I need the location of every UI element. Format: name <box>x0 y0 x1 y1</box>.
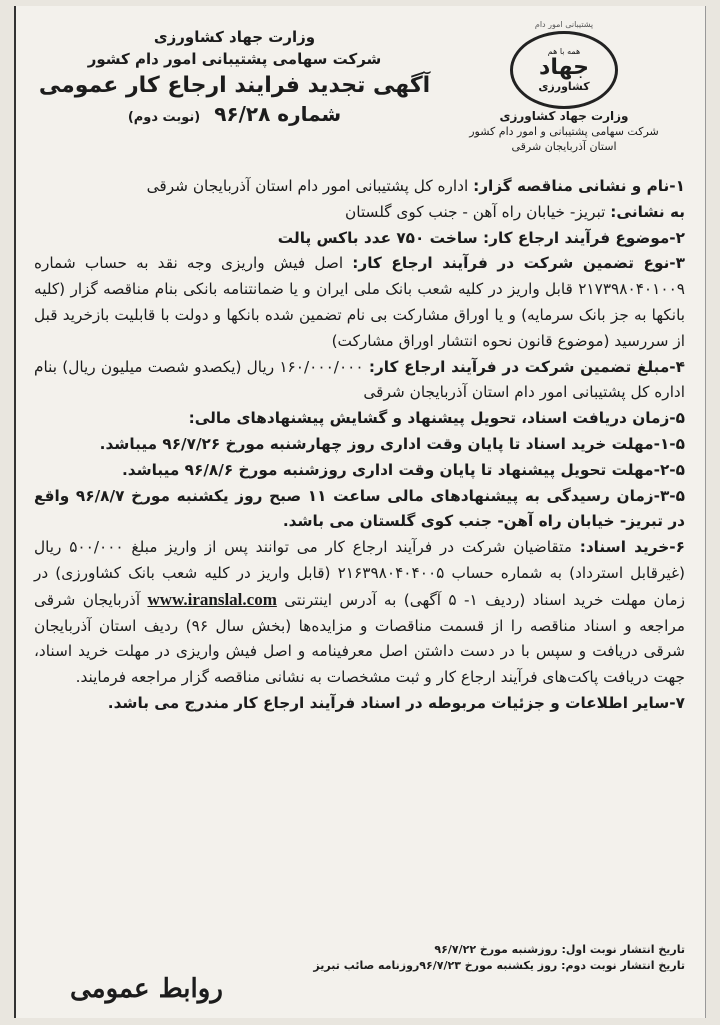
section-5: ۵-زمان دریافت اسناد، تحویل پیشنهاد و گشایش پیشنهادهای مالی: <box>188 409 685 428</box>
notice-title: آگهی تجدید فرایند ارجاع کار عمومی <box>38 73 431 98</box>
section-5-1: ۱-۵-مهلت خرید اسناد تا پایان وقت اداری روز چهارشنبه مورخ ۹۶/۷/۲۶ میباشد. <box>99 434 685 453</box>
logo-caption-ministry: وزارت جهاد کشاورزی <box>499 109 629 123</box>
logo-caption-company: شرکت سهامی پشتیبانی و امور دام کشور <box>469 125 659 138</box>
notice-round: (نوبت دوم) <box>127 110 201 125</box>
second-publication-date: تاریخ انتشار نوبت دوم: روز یکشنبه مورخ ۹۶/۷/۲۳روزنامه صائب تبریز <box>313 959 685 972</box>
number-row <box>34 102 435 126</box>
section-6: ۶-خرید اسناد: متقاضیان شرکت در فرآیند ارجاع کار می توانند پس از واریز مبلغ ۵۰۰/۰۰۰ ریال (غیرقابل استرداد) به شماره حساب ۲۱۶۳۹۸۰۴۰۴۰۰۵ (قابل واریز در کلیه شعب بانک کشاورزی) در زمان مهلت خرید اسناد (ردیف ۱- ۵ آگهی) به آدرس اینترنتی www.iranslal.com آذربایجان شرقی مراجعه و اسناد مناقصه را از قسمت مناقصات و مزایده‌ها (بخش سال ۹۶) ردیف استان آذربایجان شرقی دریافت و سپس با در دست داشتن اصل معرفینامه و اصل فیش واریزی در مهلت خرید اسناد، جهت دریافت پاکت‌های فرآیند ارجاع کار و ثبت مشخصات به نشانی مناقصه گزار مراجعه فرمایند. <box>34 538 685 687</box>
logo-word-jahad: جهاد <box>539 55 589 80</box>
section-1-address: به نشانی: تبریز- خیابان راه آهن - جنب کوی گلستان <box>345 202 685 221</box>
jahad-logo-icon <box>510 31 618 109</box>
company-name: شرکت سهامی پشتیبانی امور دام کشور <box>87 50 382 68</box>
section-2: ۲-موضوع فرآیند ارجاع کار: ساخت ۷۵۰ عدد باکس پالت <box>277 228 685 247</box>
notice-body <box>34 174 685 717</box>
section-3: ۳-نوع تضمین شرکت در فرآیند ارجاع کار: اصل فیش واریزی وجه نقد به حساب شماره ۲۱۷۳۹۸۰۴۰۱۰۰۹ قابل واریز در کلیه شعب بانک ملی ایران و یا ضمانتنامه بانکی بنام مناقصه گزار (کلیه بانکها به جز بانک سرمایه) و یا اوراق مشارکت بی نام تضمین شده بانکها و دولت با قابلیت بازخرید قبل از سررسید (موضوع قانون نحوه انتشار اوراق مشارکت) <box>34 254 686 350</box>
logo-top-note: پشتیبانی امور دام <box>534 20 594 29</box>
newspaper-clipping <box>14 6 706 1018</box>
section-7: ۷-سایر اطلاعات و جزئیات مربوطه در اسناد فرآیند ارجاع کار مندرج می باشد. <box>107 693 685 712</box>
section-5-2: ۲-۵-مهلت تحویل پیشنهاد تا پایان وقت اداری روزشنبه مورخ ۹۶/۸/۶ میباشد. <box>121 460 685 479</box>
section-5-3: ۳-۵-زمان رسیدگی به پیشنهادهای مالی ساعت ۱۱ صبح روز یکشنبه مورخ ۹۶/۸/۷ واقع در تبریز- خیابان راه آهن- جنب کوی گلستان می باشد. <box>34 486 685 531</box>
notice-header <box>34 6 685 166</box>
notice-number: شماره ۹۶/۲۸ <box>214 102 342 126</box>
logo-block <box>449 20 679 166</box>
section-4: ۴-مبلغ تضمین شرکت در فرآیند ارجاع کار: ۱۶۰/۰۰۰/۰۰۰ ریال (یکصدو شصت میلیون ریال) بنام اداره کل پشتیبانی امور دام استان آذربایجان شرقی <box>34 357 685 402</box>
logo-word-keshavarzi: کشاورزی <box>538 80 590 93</box>
public-relations-signature: روابط عمومی <box>70 974 223 1004</box>
website-link[interactable]: www.iranslal.com <box>147 589 277 609</box>
publication-dates <box>204 942 685 974</box>
title-block <box>34 26 435 126</box>
logo-slogan: همه با هم <box>547 47 581 56</box>
first-publication-date: تاریخ انتشار نوبت اول: روزشنبه مورخ ۹۶/۷/۲۲ <box>434 943 685 956</box>
section-1: ۱-نام و نشانی مناقصه گزار: اداره کل پشتیبانی امور دام استان آذربایجان شرقی <box>146 177 685 195</box>
ministry-name: وزارت جهاد کشاورزی <box>153 28 316 46</box>
logo-caption-province: استان آذربایجان شرقی <box>511 140 617 153</box>
